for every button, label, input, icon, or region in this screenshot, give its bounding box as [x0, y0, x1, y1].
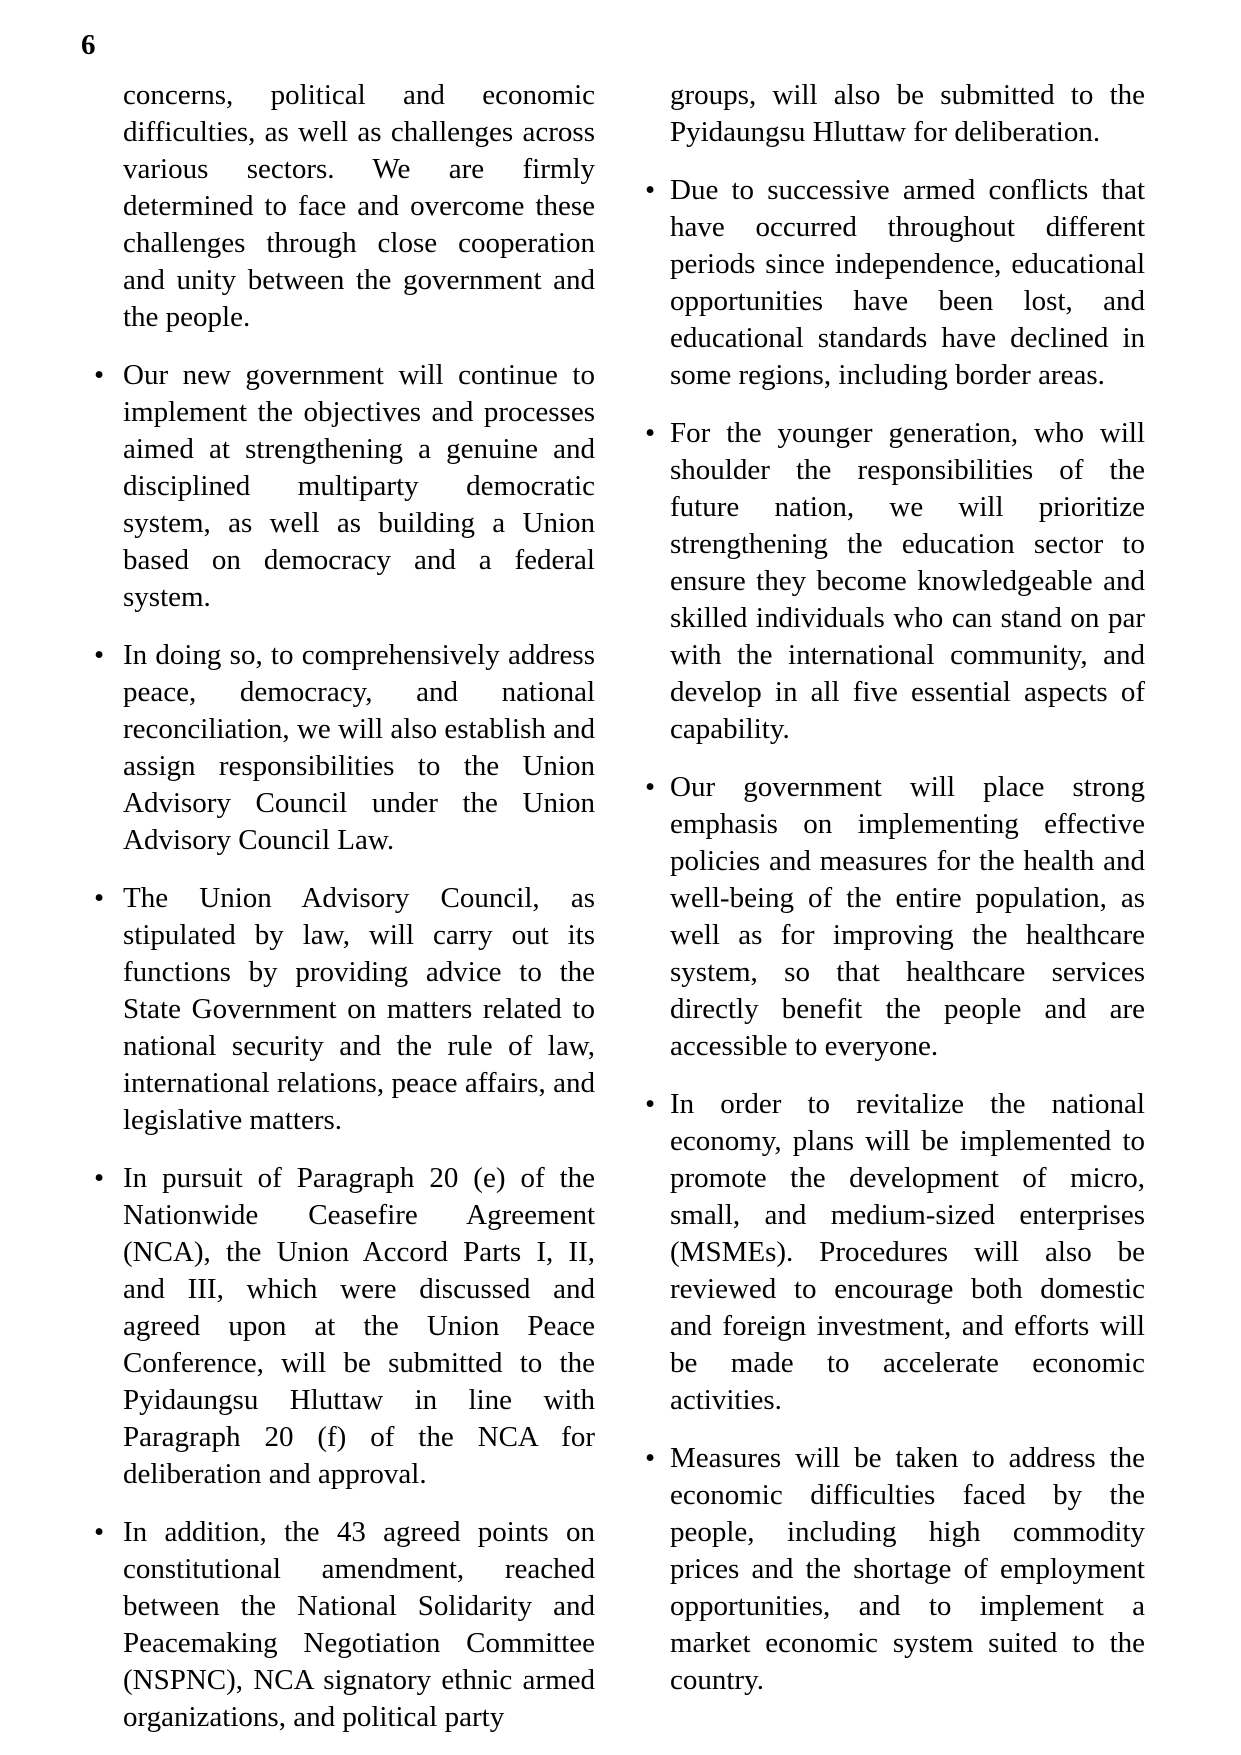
text-columns: [92, 77, 1145, 1755]
bullet-icon: •: [94, 639, 105, 671]
bullet-icon: •: [645, 417, 656, 449]
bullet-item: [92, 637, 595, 859]
bullet-icon: •: [645, 771, 656, 803]
paragraph-text: For the younger generation, who will shoulder the responsibilities of the future nation, we will prioritize strengthening the education sector to ensure they become knowledgeable and skilled individuals who can stand on par with the international community, and develop in all five essential aspects of capability.: [670, 417, 1145, 745]
bullet-item: [643, 172, 1145, 394]
page-number: 6: [81, 29, 96, 61]
bullet-item: [643, 1086, 1145, 1419]
left-column: [92, 77, 595, 1755]
continuation-paragraph: [92, 77, 595, 336]
paragraph-text: Measures will be taken to address the economic difficulties faced by the people, including high commodity prices and the shortage of employment opportunities, and to implement a market economic system suited to the country.: [670, 1442, 1145, 1696]
bullet-item: [643, 1440, 1145, 1699]
right-column: [643, 77, 1145, 1755]
bullet-icon: •: [94, 882, 105, 914]
bullet-item: [92, 1514, 595, 1736]
bullet-item: [92, 1160, 595, 1493]
bullet-item: [643, 769, 1145, 1065]
paragraph-text: groups, will also be submitted to the Pyidaungsu Hluttaw for deliberation.: [670, 79, 1145, 148]
paragraph-text: In doing so, to comprehensively address peace, democracy, and national reconciliation, we will also establish and assign responsibilities to the Union Advisory Council under the Union Advisory Council Law.: [123, 639, 595, 856]
bullet-icon: •: [94, 359, 105, 391]
bullet-icon: •: [645, 174, 656, 206]
paragraph-text: Our government will place strong emphasis on implementing effective policies and measures for the health and well-being of the entire population, as well as for improving the healthcare system, so that healthcare services directly benefit the people and are accessible to everyone.: [670, 771, 1145, 1062]
bullet-icon: •: [94, 1162, 105, 1194]
bullet-icon: •: [645, 1088, 656, 1120]
bullet-item: [92, 880, 595, 1139]
paragraph-text: In addition, the 43 agreed points on constitutional amendment, reached between the National Solidarity and Peacemaking Negotiation Committee (NSPNC), NCA signatory ethnic armed organizations, and political party: [123, 1516, 595, 1733]
paragraph-text: In pursuit of Paragraph 20 (e) of the Nationwide Ceasefire Agreement (NCA), the Union Accord Parts I, II, and III, which were discussed and agreed upon at the Union Peace Conference, will be submitted to the Pyidaungsu Hluttaw in line with Paragraph 20 (f) of the NCA for deliberation and approval.: [123, 1162, 595, 1490]
paragraph-text: The Union Advisory Council, as stipulated by law, will carry out its functions by providing advice to the State Government on matters related to national security and the rule of law, international relations, peace affairs, and legislative matters.: [123, 882, 595, 1136]
paragraph-text: concerns, political and economic difficulties, as well as challenges across various sectors. We are firmly determined to face and overcome these challenges through close cooperation and unity between the government and the people.: [123, 79, 595, 333]
bullet-item: [643, 415, 1145, 748]
paragraph-text: Our new government will continue to implement the objectives and processes aimed at strengthening a genuine and disciplined multiparty democratic system, as well as building a Union based on democracy and a federal system.: [123, 359, 595, 613]
bullet-icon: •: [94, 1516, 105, 1548]
paragraph-text: Due to successive armed conflicts that have occurred throughout different periods since independence, educational opportunities have been lost, and educational standards have declined in some regions, including border areas.: [670, 174, 1145, 391]
bullet-item: [92, 357, 595, 616]
paragraph-text: In order to revitalize the national economy, plans will be implemented to promote the development of micro, small, and medium-sized enterprises (MSMEs). Procedures will also be reviewed to encourage both domestic and foreign investment, and efforts will be made to accelerate economic activities.: [670, 1088, 1145, 1416]
bullet-icon: •: [645, 1442, 656, 1474]
continuation-paragraph: [643, 77, 1145, 151]
